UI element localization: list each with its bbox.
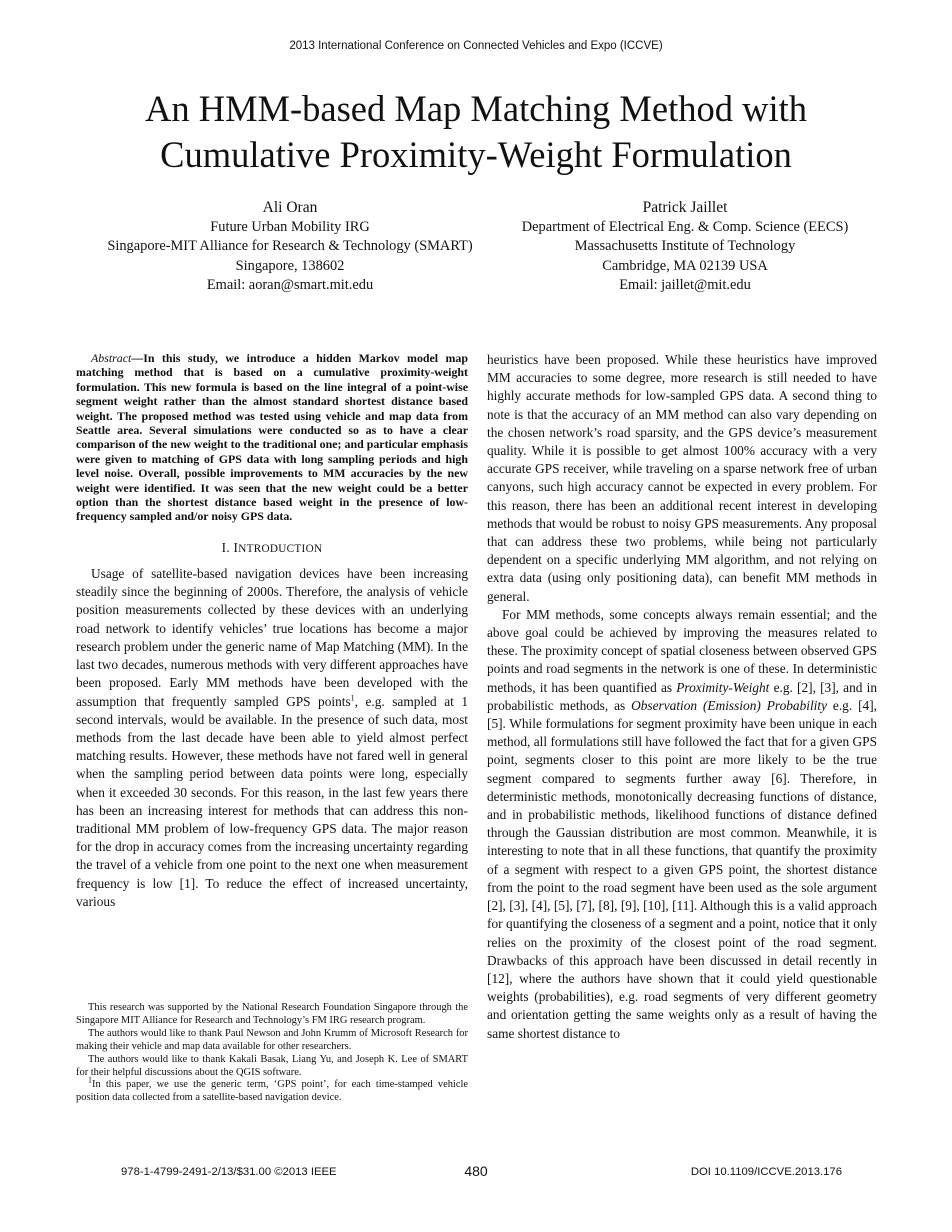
abstract-label: Abstract	[91, 351, 132, 365]
intro-paragraph-2	[487, 606, 877, 1043]
page-number: 480	[464, 1163, 488, 1179]
footnotes	[76, 1002, 468, 1105]
emphasis-term: Observation (Emission) Probability	[631, 697, 828, 713]
intro-paragraph-1	[76, 565, 468, 911]
title-line-2: Cumulative Proximity-Weight Formulation	[160, 134, 792, 175]
section-title-initial: I	[233, 539, 239, 555]
right-column	[487, 351, 877, 1043]
intro-paragraph-continued: heuristics have been proposed. While these heuristics have improved MM accuracies to some degree, more research is still needed to have highly accurate methods for low-sampled GPS data. A second thing to note is that the accuracy of an MM method can also vary depending on the chosen network’s road sparsity, and the GPS device’s measurement quality. While it is possible to get almost 100% accuracy with a very accurate GPS receiver, while traveling on a sparse network free of urban canyons, such high accuracy cannot be expected in every problem. For this reason, there has been an additional recent interest in developing methods that would be robust to noisy GPS measurements. Any proposal that can address these two problems, while being not particularly dependent on a specific underlying MM algorithm, and not relying on extra data (using only positioning data), can benefit MM methods in general.	[487, 352, 877, 604]
footnote-marker: 1	[88, 1075, 92, 1085]
author-name: Ali Oran	[262, 199, 318, 216]
footnote-marker: 1	[350, 693, 355, 703]
section-number: I.	[221, 539, 230, 555]
footnote-ack-smart: The authors would like to thank Kakali Basak, Liang Yu, and Joseph K. Lee of SMART for their helpful discussions about the QGIS software.	[76, 1053, 468, 1078]
author-name: Patrick Jaillet	[642, 199, 728, 216]
paragraph-text: e.g. [4], [5]. While formulations for segment proximity have been unique in each method, all formulations still have followed the fact that for a given GPS point, segments closer to this point are more likely to be the true segment compared to segments further away [6]. Therefore, in deterministic methods, monotonically decreasing functions of distance, and in probabilistic methods, likelihood functions of distance defined through the Gaussian distribution are most common. Meanwhile, it is interesting to note that in all these functions, that quantify the proximity of a segment with respect to a given GPS point, the shortest distance from the point to the road segment have been used as the sole argument [2], [3], [4], [5], [7], [8], [9], [10], [11]. Although this is a valid approach for quantifying the closeness of a segment and a point, notice that it only relies on the proximity of the closest point of the road segment. Drawbacks of this approach have been discussed in detail recently in [12], where the authors have shown that it could yield questionable weights (probabilities), e.g. road segments of very different geometry and orientation getting the same weights only as a result of having the same shortest distance to	[487, 697, 877, 1041]
conference-header: 2013 International Conference on Connected Vehicles and Expo (ICCVE)	[289, 40, 663, 52]
paragraph-text: e.g. [2], [3], and in probabilistic methods, as	[487, 679, 877, 713]
author-block-2	[480, 198, 890, 296]
doi: DOI 10.1109/ICCVE.2013.176	[690, 1166, 842, 1178]
emphasis-term: Proximity-Weight	[676, 679, 770, 695]
abstract-dash: —	[131, 351, 144, 365]
section-title-rest: NTRODUCTION	[238, 542, 323, 555]
author-affiliation: Department of Electrical Eng. & Comp. Science (EECS)	[521, 218, 849, 235]
abstract-text: In this study, we introduce a hidden Markov model map matching method that is based on a cumulative proximity-weight formulation. This new formula is based on the line integral of a point-wise segment weight rather than the almost standard shortest distance based weight. The proposed method was tested using vehicle and map data from Seattle area. Several simulations were conducted so as to have a clear comparison of the new weight to the traditional one; and particular emphasis were given to matching of GPS data with long sampling periods and high level noise. Overall, possible improvements to MM accuracies by the new weight were identified. It was seen that the new weight could be a better option than the shortest distance based weight in the presence of low-frequency sampled and/or noisy GPS data.	[76, 351, 468, 524]
author-email: Email: aoran@smart.mit.edu	[206, 277, 374, 293]
footnote-text: In this paper, we use the generic term, ‘GPS point’, for each time-stamped vehicle position data collected from a satellite-based navigation device.	[76, 1079, 468, 1104]
page-footer	[0, 1163, 952, 1183]
paper-title	[0, 86, 952, 178]
author-affiliation: Future Urban Mobility IRG	[210, 218, 370, 235]
title-line-1: An HMM-based Map Matching Method with	[145, 88, 807, 129]
footnote-funding: This research was supported by the National Research Foundation Singapore through the Singapore MIT Alliance for Research and Technology’s FM IRG research program.	[76, 1002, 468, 1026]
author-email: Email: jaillet@mit.edu	[619, 277, 751, 293]
footnote-ack-microsoft: The authors would like to thank Paul Newson and John Krumm of Microsoft Research for making their vehicle and map data available for other researchers.	[76, 1027, 468, 1052]
paragraph-text: For MM methods, some concepts always remain essential; and the above goal could be achieved by improving the measures related to these. The proximity concept of spatial closeness between observed GPS points and road segments in the network is one of these. In deterministic methods, it has been quantified as	[487, 606, 877, 695]
footnote-1	[76, 1075, 468, 1105]
author-address: Cambridge, MA 02139 USA	[602, 257, 768, 274]
isbn-copyright: 978-1-4799-2491-2/13/$31.00 ©2013 IEEE	[121, 1166, 337, 1178]
author-affiliation: Massachusetts Institute of Technology	[574, 238, 796, 254]
author-address: Singapore, 138602	[235, 257, 345, 274]
paragraph-text: , e.g. sampled at 1 second intervals, would be available. In the presence of such data, most methods from the last decade have been able to yield almost perfect matching results. However, these methods have not fared well in general when the sampling period between data points were long, especially when it exceeded 30 seconds. For this reason, in the last few years there has been an increasing interest for methods that can address this non-traditional MM problem of low-frequency GPS data. The major reason for the drop in accuracy comes from the increasing uncertainty regarding the travel of a vehicle from one point to the next one when measurement frequency is low [1]. To reduce the effect of increased uncertainty, various	[76, 693, 468, 909]
paragraph-text: Usage of satellite-based navigation devices have been increasing steadily since the beginning of 2000s. Therefore, the analysis of vehicle position measurements collected by these devices with an underlying road network to identify vehicles’ true locations has become a major research problem under the generic name of Map Matching (MM). In the last two decades, numerous methods with very different approaches have been proposed. Early MM methods have been developed with the assumption that frequently sampled GPS points	[76, 566, 468, 709]
abstract	[76, 351, 468, 524]
section-heading-introduction	[76, 539, 468, 558]
author-block-1	[60, 198, 520, 296]
left-column	[76, 351, 468, 911]
author-affiliation: Singapore-MIT Alliance for Research & Technology (SMART)	[107, 238, 473, 254]
